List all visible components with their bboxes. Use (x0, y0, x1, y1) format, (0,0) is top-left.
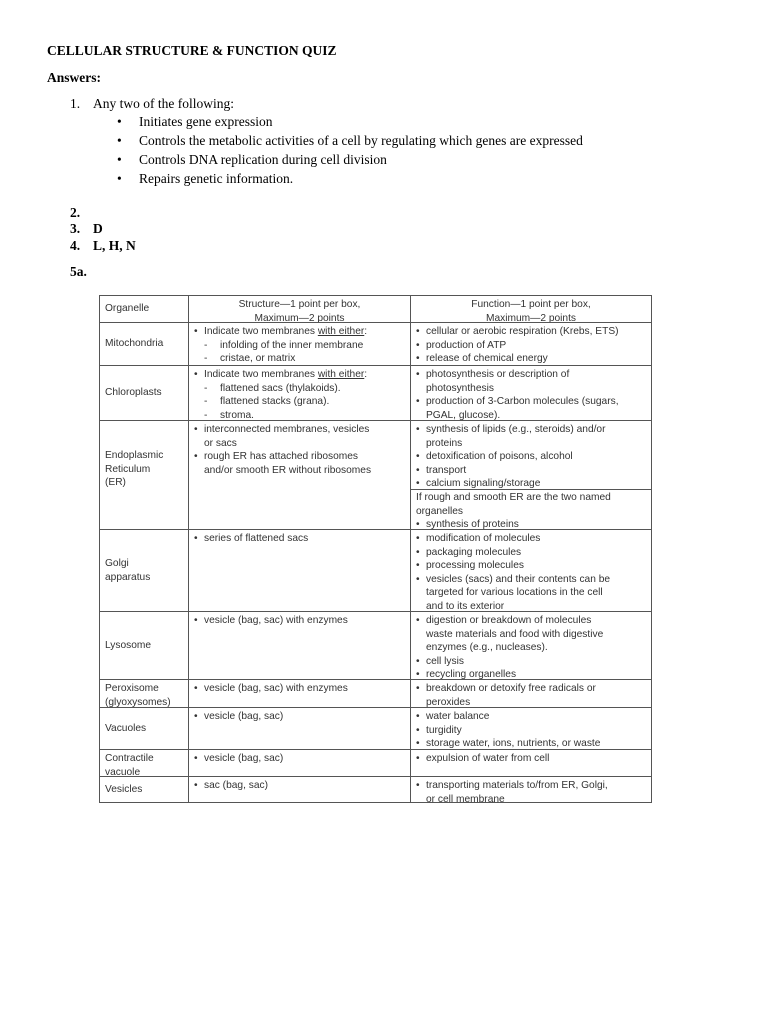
organelle-name: Contractile vacuole (105, 753, 154, 776)
list-item (115, 152, 675, 171)
question-5a: 5a. (70, 264, 87, 279)
bullet-icon: • (117, 114, 122, 129)
structure-cell: • Indicate two membranes with either: - infolding of the inner membrane - cristae, or matrix (188, 323, 410, 365)
function-cell: • expulsion of water from cell (410, 750, 651, 776)
structure-cell: • interconnected membranes, vesicles or sacs • rough ER has attached ribosomes and/or smooth ER without ribosomes (188, 421, 410, 529)
question-2 (70, 205, 93, 221)
bullet-icon: • (117, 171, 122, 186)
table-row (100, 776, 651, 803)
answer-bullet-list (115, 114, 675, 190)
bullet-icon: • (117, 152, 122, 167)
structure-cell: • Indicate two membranes with either: - flattened sacs (thylakoids). - flattened stacks (grana). - stroma. (188, 366, 410, 420)
function-cell: • cellular or aerobic respiration (Krebs, ETS) • production of ATP • release of chemical energy (410, 323, 651, 365)
organelle-table (99, 295, 652, 803)
question-number: 4. (70, 238, 81, 253)
organelle-name: Golgi apparatus (105, 557, 151, 583)
header-function: Function—1 point per box, Maximum—2 points (410, 296, 651, 322)
question-number: 2. (70, 205, 81, 220)
function-cell: • digestion or breakdown of molecules waste materials and food with digestive enzymes (e.g., nucleases). • cell lysis • recycling organelles (410, 612, 651, 679)
function-cell: • breakdown or detoxify free radicals or peroxides (410, 680, 651, 707)
table-row (100, 365, 651, 420)
question-answer: D (93, 221, 103, 236)
table-row (100, 611, 651, 679)
list-item-text: Repairs genetic information. (139, 171, 294, 186)
table-row (100, 707, 651, 749)
list-item-text: Initiates gene expression (139, 114, 273, 129)
organelle-name: Vesicles (105, 784, 143, 796)
list-item (115, 133, 675, 152)
function-cell: • transporting materials to/from ER, Golgi, or cell membrane (410, 777, 651, 803)
function-cell: • photosynthesis or description of photosynthesis • production of 3-Carbon molecules (sugars, PGAL, glucose). (410, 366, 651, 420)
structure-cell: • sac (bag, sac) (188, 777, 410, 803)
organelle-name: Vacuoles (105, 722, 147, 734)
table-header-row (100, 296, 651, 322)
question-answer: L, H, N (93, 238, 136, 253)
page-title: CELLULAR STRUCTURE & FUNCTION QUIZ (47, 43, 337, 58)
list-item-text: Controls the metabolic activities of a cell by regulating which genes are expressed (139, 133, 583, 148)
header-organelle: Organelle (105, 303, 150, 314)
organelle-name: Chloroplasts (105, 387, 162, 399)
structure-cell: • series of flattened sacs (188, 530, 410, 611)
question-number: 3. (70, 221, 81, 236)
table-row (100, 679, 651, 707)
question-1-intro: Any two of the following: (93, 96, 234, 111)
organelle-name: Endoplasmic Reticulum (ER) (105, 450, 164, 489)
question-number: 1. (70, 96, 81, 111)
structure-cell: • vesicle (bag, sac) with enzymes (188, 612, 410, 679)
header-structure: Structure—1 point per box, Maximum—2 points (188, 296, 410, 322)
organelle-name: Lysosome (105, 639, 152, 651)
structure-cell: • vesicle (bag, sac) (188, 750, 410, 776)
function-cell: • water balance • turgidity • storage water, ions, nutrients, or waste (410, 708, 651, 749)
bullet-icon: • (117, 133, 122, 148)
question-3 (70, 221, 103, 237)
table-row (100, 420, 651, 529)
question-4 (70, 238, 136, 254)
answers-heading: Answers: (47, 70, 101, 85)
table-row (100, 749, 651, 776)
organelle-name: Mitochondria (105, 338, 164, 350)
list-item (115, 171, 675, 190)
table-row (100, 529, 651, 611)
organelle-name: Peroxisome (glyoxysomes) (105, 683, 171, 707)
list-item (115, 114, 675, 133)
function-cell: • synthesis of lipids (e.g., steroids) and/or proteins • detoxification of poisons, alcohol • transport • calcium signaling/storage If rough and smooth ER are the two named organelles • synthesis of proteins (410, 421, 651, 529)
structure-cell: • vesicle (bag, sac) with enzymes (188, 680, 410, 707)
structure-cell: • vesicle (bag, sac) (188, 708, 410, 749)
table-row (100, 322, 651, 365)
function-cell: • modification of molecules • packaging molecules • processing molecules • vesicles (sacs) and their contents can be targeted for various locations in the cell and to its exterior (410, 530, 651, 611)
list-item-text: Controls DNA replication during cell division (139, 152, 387, 167)
